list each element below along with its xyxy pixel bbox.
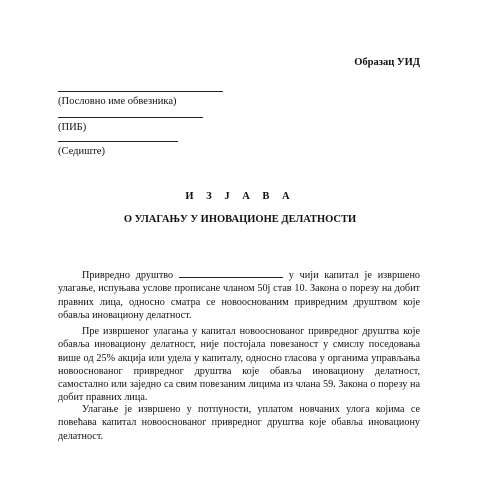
paragraph-payment: Улагање је извршено у потпуности, уплатом новчаних улога којима се повећава капитал новооснованог привредног друштва које обавља иновациону делатност. [58,404,420,442]
paragraph-company-rest: у чији капитал је извршено улагање, испуњава услове прописане чланом 50ј став 10. Закона о порезу на добит правних лица, односно сматра се новоoснованим привредним друштвом које обавља иновациону делатност. [58,270,420,321]
document-subtitle: О УЛАГАЊУ У ИНОВАЦИОНЕ ДЕЛАТНОСТИ [123,214,357,225]
pib-field [58,117,203,133]
seat-field [58,141,178,157]
seat-line[interactable] [58,141,178,142]
business-name-field [58,91,223,107]
seat-caption: (Седиште) [58,146,105,157]
pib-line[interactable] [58,117,203,118]
business-name-caption: (Пословно име обвезника) [58,96,177,107]
paragraph-company-lead: Привредно друштво [82,270,174,281]
paragraph-relationship: Пре извршеног улагања у капитал новооснованог привредног друштва које обавља иновациону делатност, није постојала повезаност у смислу поседовања више од 25% акција или удела у капиталу, односно гласова у органима управљања новооснованог привредног друштва које обавља иновациону делатност, самостално или заједно са свим повезаним лицима из члана 59. Закона о порезу на добит правних лица. [58,326,420,404]
pib-caption: (ПИБ) [58,122,87,133]
company-name-blank[interactable] [179,268,283,278]
document-title: И З Ј А В А [185,191,295,202]
business-name-line[interactable] [58,91,223,92]
form-code: Образац УИД [354,57,420,68]
paragraph-company [58,268,420,322]
